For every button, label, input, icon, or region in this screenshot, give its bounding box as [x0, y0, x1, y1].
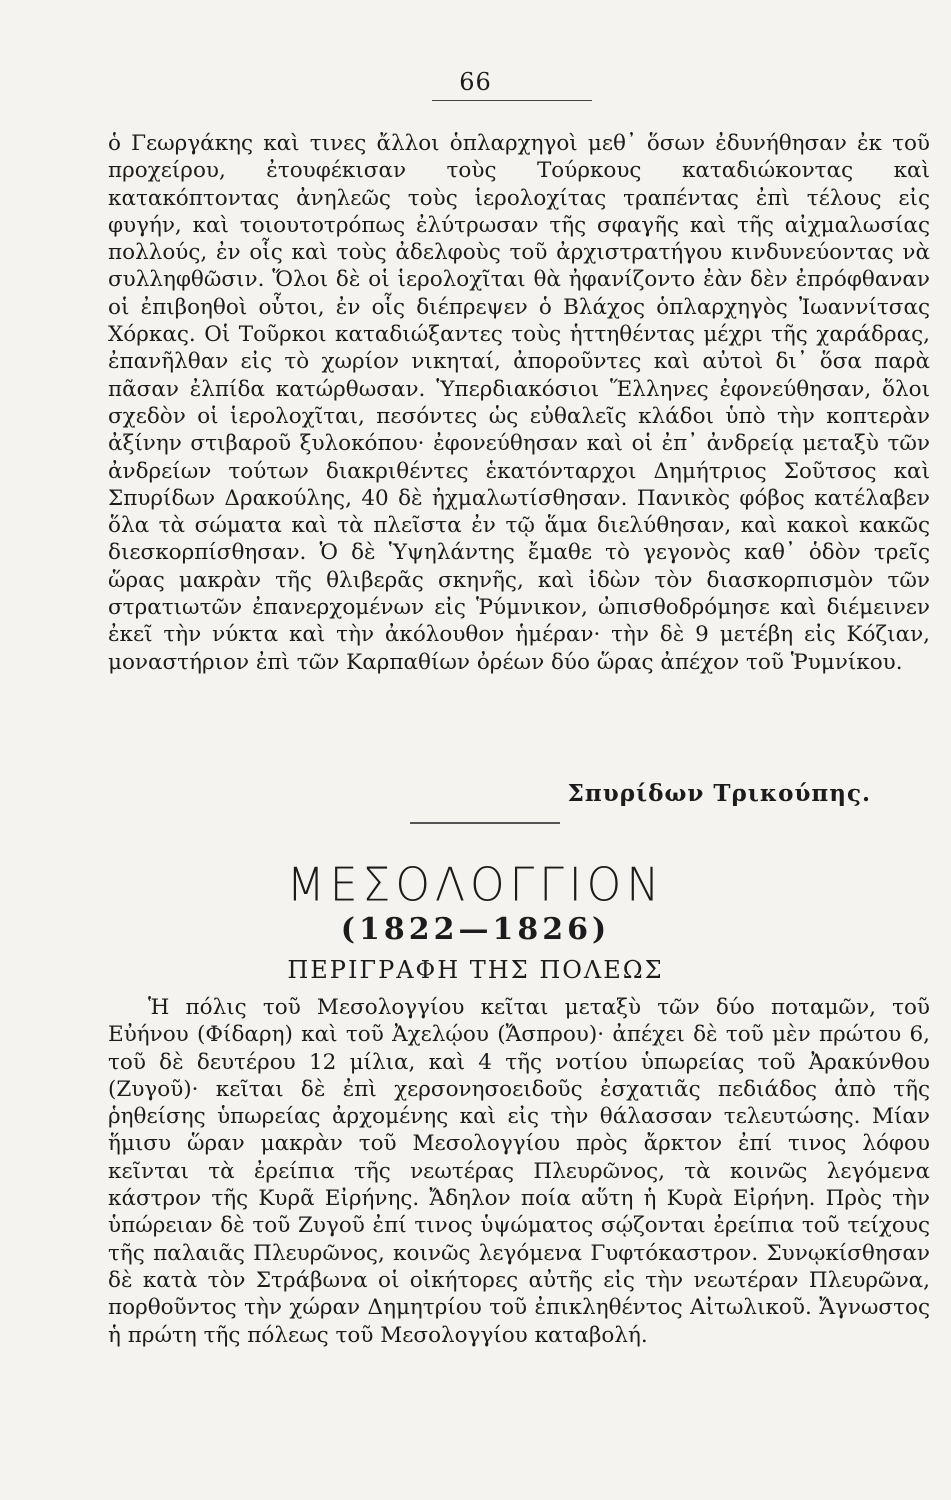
section-subtitle: ΠΕΡΙΓΡΑΦΗ ΤΗΣ ΠΟΛΕΩΣ	[287, 956, 664, 984]
section-separator	[410, 822, 560, 824]
page-number-rule	[432, 100, 592, 101]
author-signature: Σπυρίδων Τρικούπης.	[567, 780, 871, 807]
section-dates: (1822—1826)	[340, 912, 611, 947]
continued-paragraph: ὁ Γεωργάκης καὶ τινες ἄλλοι ὁπλαρχηγοὶ μεθ᾽ ὅσων ἐδυνήθησαν ἐκ τοῦ προχείρου, ἐτουφέκισαν τοὺς Τούρκους καταδιώκοντας καὶ κατακόπτοντας ἀνηλεῶς τοὺς ἱερολοχίτας τραπέντας ἐπὶ τέλους εἰς φυγήν, καὶ τοιουτοτρόπως ἐλύτρωσαν τῆς σφαγῆς καὶ τῆς αἰχμαλωσίας πολλούς, ἐν οἷς καὶ τοὺς ἀδελφοὺς τοῦ ἀρχιστρατήγου κινδυνεύοντας νὰ συλληφθῶσιν. Ὅλοι δὲ οἱ ἱερολοχῖται θὰ ἠφανίζοντο ἐὰν δὲν ἐπρόφθαναν οἱ ἐπιβοηθοὶ οὗτοι, ἐν οἷς διέπρεψεν ὁ Βλάχος ὁπλαρχηγὸς Ἰωαννίτσας Χόρκας. Οἱ Τοῦρκοι καταδιώξαντες τοὺς ἡττηθέντας μέχρι τῆς χαράδρας, ἐπανῆλθαν εἰς τὸ χωρίον νικηταί, ἀποροῦντες καὶ αὐτοὶ δι᾽ ὅσα παρὰ πᾶσαν ἐλπίδα κατώρθωσαν. Ὑπερδιακόσιοι Ἕλληνες ἐφονεύθησαν, ὅλοι σχεδὸν οἱ ἱερολοχῖται, πεσόντες ὡς εὐθαλεῖς κλάδοι ὑπὸ τὴν κοπτερὰν ἀξίνην στιβαροῦ ξυλοκόπου· ἐφονεύθησαν καὶ οἱ ἐπ᾽ ἀνδρείᾳ μεταξὺ τῶν ἀνδρείων τούτων διακριθέντες ἑκατόνταρχοι Δημήτριος Σοῦτσος καὶ Σπυρίδων Δρακούλης, 40 δὲ ἠχμαλωτίσθησαν. Πανικὸς φόβος κατέλαβεν ὅλα τὰ σώματα καὶ τὰ πλεῖστα ἐν τῷ ἅμα διελύθησαν, καὶ κακοὶ κακῶς διεσκορπίσθησαν. Ὁ δὲ Ὑψηλάντης ἔμαθε τὸ γεγονὸς καθ᾽ ὁδὸν τρεῖς ὥρας μακρὰν τῆς θλιβερᾶς σκηνῆς, καὶ ἰδὼν τὸν διασκορπισμὸν τῶν στρατιωτῶν ἐπανερχομένων εἰς Ῥύμνικον, ὠπισθοδρόμησε καὶ διέμεινεν ἐκεῖ τὴν νύκτα καὶ τὴν ἀκόλουθον ἡμέραν· τὴν δὲ 9 μετέβη εἰς Κόζιαν, μοναστήριον ἐπὶ τῶν Καρπαθίων ὀρέων δύο ὥρας ἀπέχον τοῦ Ῥυμνίκου.	[108, 131, 930, 675]
section-title: ΜΕΣΟΛΟΓΓΙΟΝ	[286, 858, 665, 913]
page-number: 66	[459, 68, 492, 96]
section-paragraph: Ἡ πόλις τοῦ Μεσολογγίου κεῖται μεταξὺ τῶν δύο ποταμῶν, τοῦ Εὐήνου (Φίδαρη) καὶ τοῦ Ἀχελῴου (Ἄσπρου)· ἀπέχει δὲ τοῦ μὲν πρώτου 6, τοῦ δὲ δευτέρου 12 μίλια, καὶ 4 τῆς νοτίου ὑπωρείας τοῦ Ἀρακύνθου (Ζυγοῦ)· κεῖται δὲ ἐπὶ χερσονησοειδοῦς ἐσχατιᾶς πεδιάδος ἀπὸ τῆς ῥηθείσης ὑπωρείας ἀρχομένης καὶ εἰς τὴν θάλασσαν τελευτώσης. Μίαν ἥμισυ ὥραν μακρὰν τοῦ Μεσολογγίου πρὸς ἄρκτον ἐπί τινος λόφου κεῖνται τὰ ἐρείπια τῆς νεωτέρας Πλευρῶνος, τὰ κοινῶς λεγόμενα κάστρον τῆς Κυρᾶ Εἰρήνης. Ἄδηλον ποία αὕτη ἡ Κυρὰ Εἰρήνη. Πρὸς τὴν ὑπώρειαν δὲ τοῦ Ζυγοῦ ἐπί τινος ὑψώματος σῴζονται ἐρείπια τοῦ τείχους τῆς παλαιᾶς Πλευρῶνος, κοινῶς λεγόμενα Γυφτόκαστρον. Συνῳκίσθησαν δὲ κατὰ τὸν Στράβωνα οἱ οἰκήτορες αὐτῆς εἰς τὴν νεωτέραν Πλευρῶνα, πορθοῦντος τὴν χώραν Δημητρίου τοῦ ἐπικληθέντος Αἰτωλικοῦ. Ἄγνωστος ἡ πρώτη τῆς πόλεως τοῦ Μεσολογγίου καταβολή.	[108, 995, 930, 1348]
